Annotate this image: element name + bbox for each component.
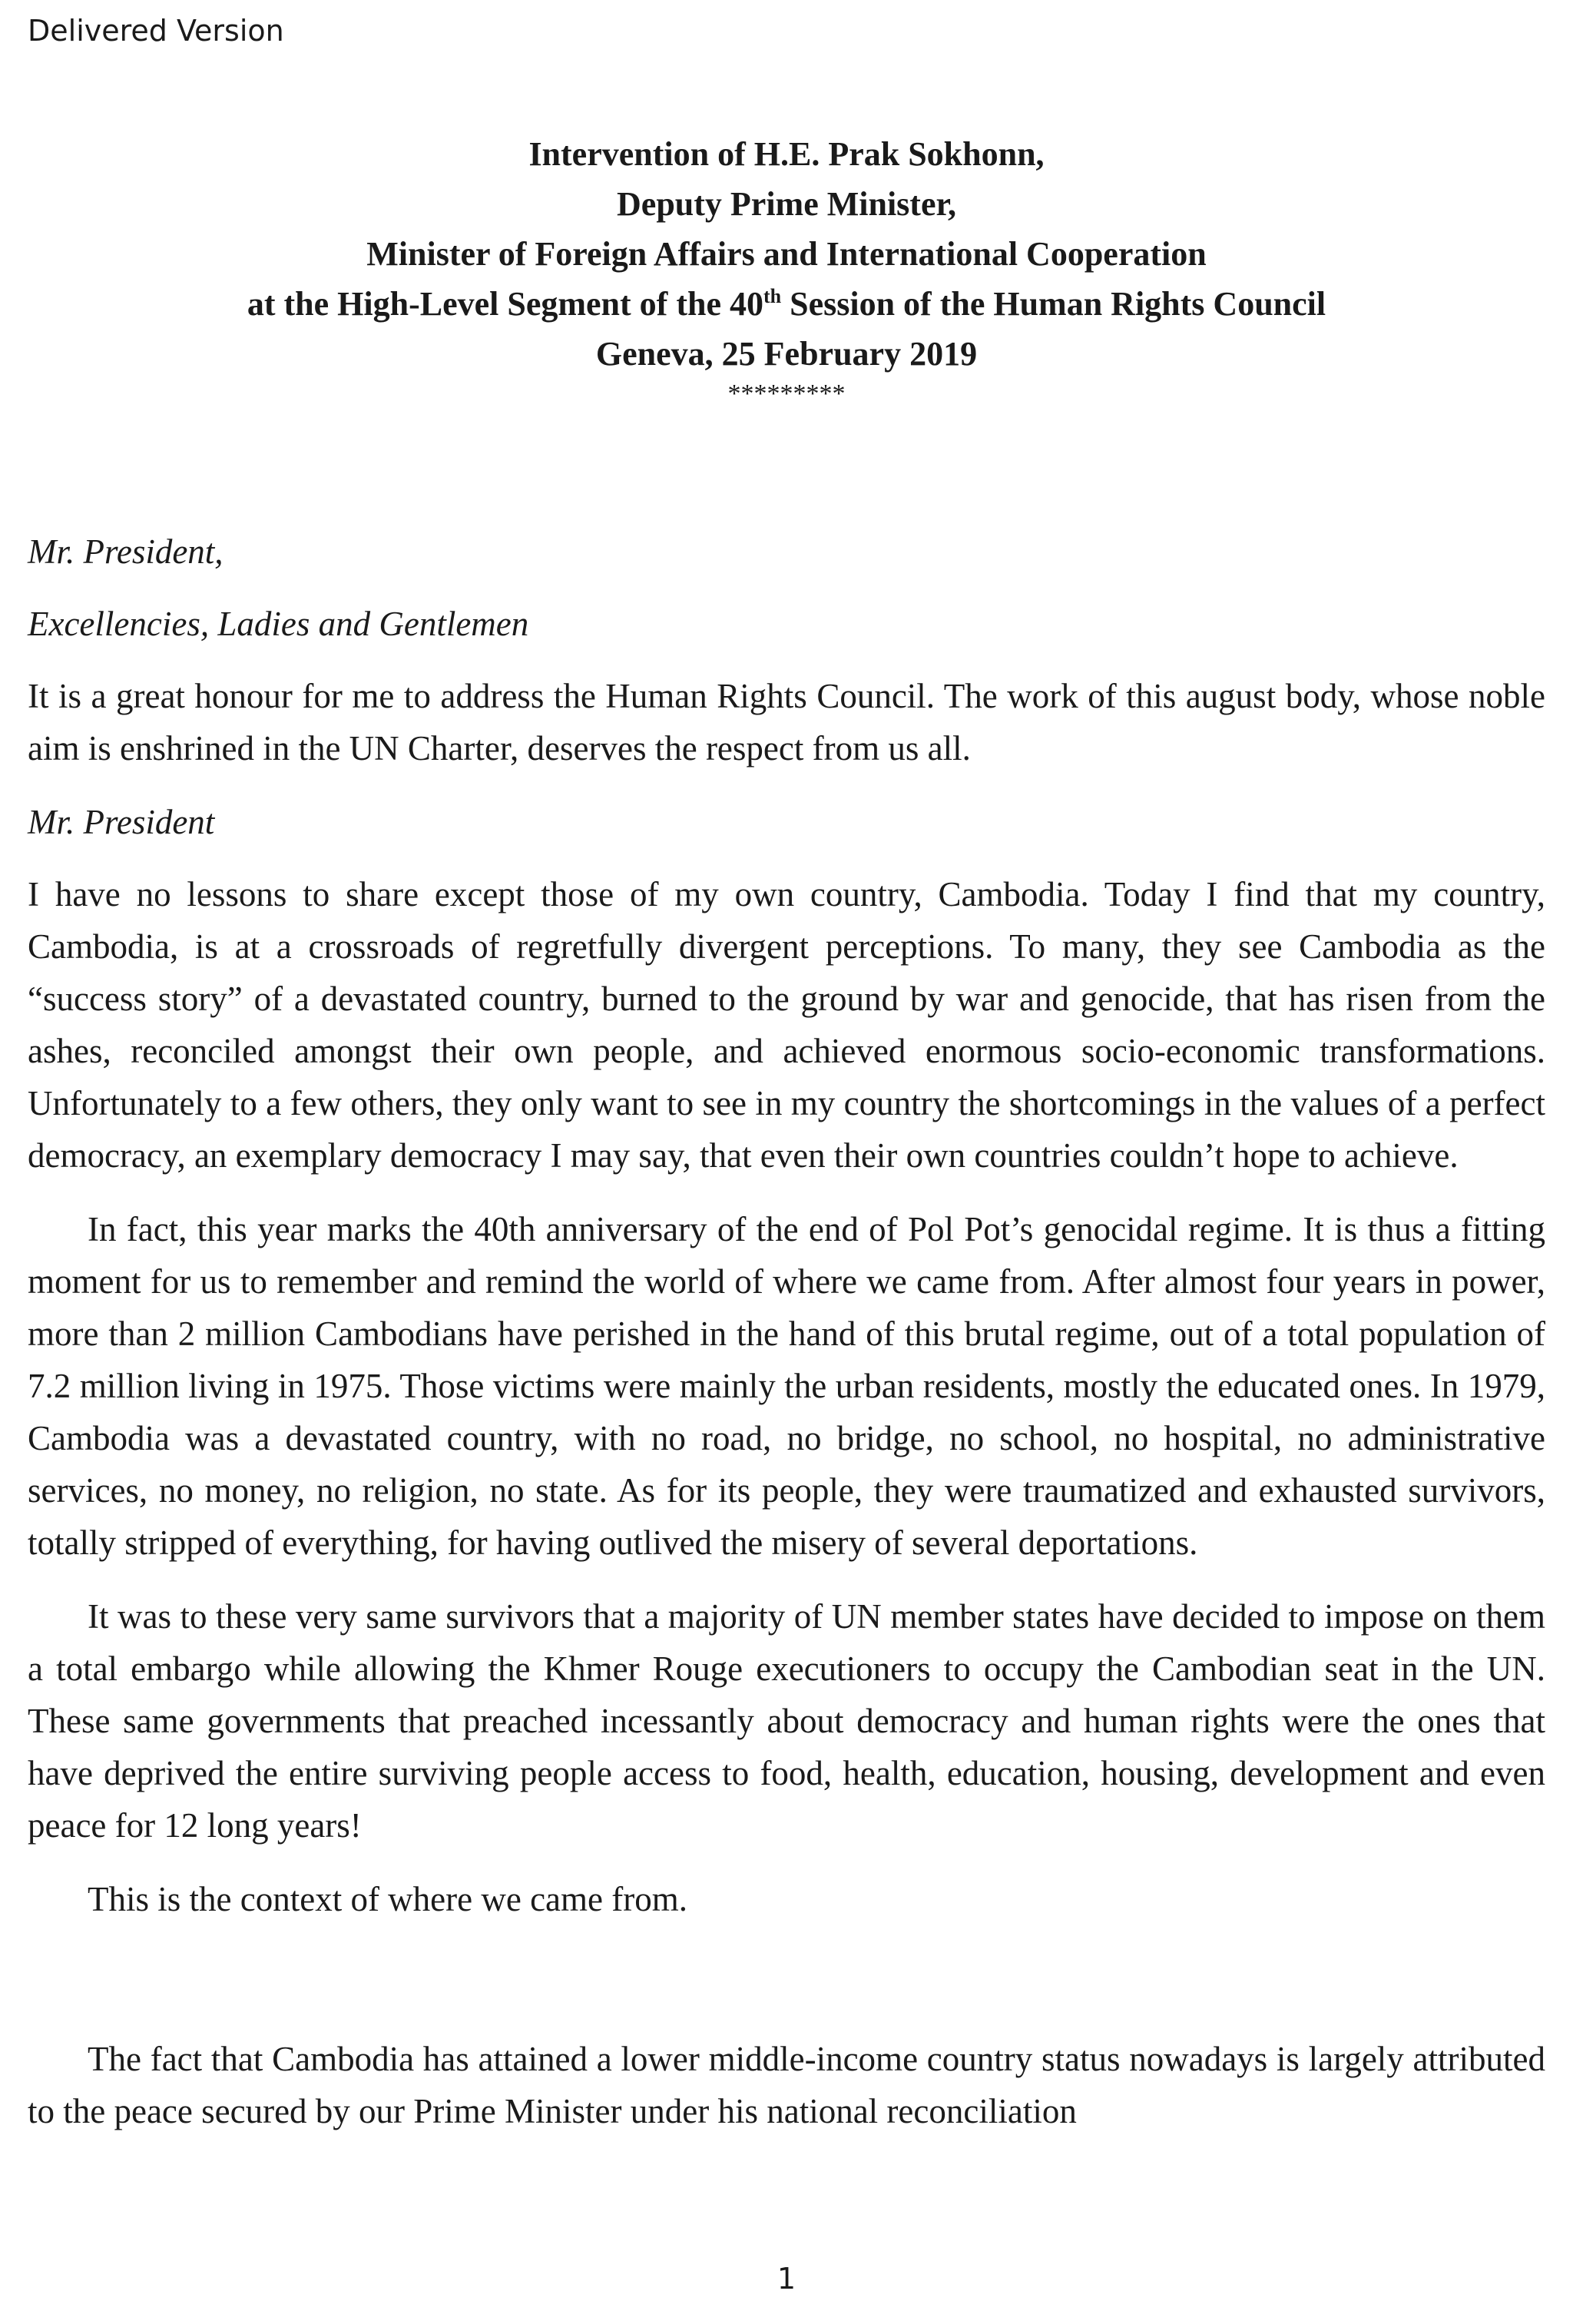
header-line-ministry: Minister of Foreign Affairs and International Cooperation bbox=[366, 235, 1207, 273]
paragraph-context: This is the context of where we came from. bbox=[88, 1880, 687, 1918]
header-line-position: Deputy Prime Minister, bbox=[617, 185, 956, 223]
section-gap bbox=[28, 1947, 1545, 2033]
header-event-pre: at the High-Level Segment of the 40 bbox=[247, 285, 763, 323]
header-line-place-date: Geneva, 25 February 2019 bbox=[595, 335, 978, 373]
paragraph-anniversary: In fact, this year marks the 40th anniversary of the end of Pol Pot’s genocidal regime. It is thus a fitting moment for us to remember and remind the world of where we came from. After almost four years in power, more than 2 million Cambodians have perished in the hand of this brutal regime, out of a total population of 7.2 million living in 1975. Those victims were mainly the urban residents, mostly the educated ones. In 1979, Cambodia was a devastated country, with no road, no bridge, no school, no hospital, no administrative services, no money, no religion, no state. As for its people, they were traumatized and exhausted survivors, totally stripped of everything, for having outlived the misery of several deportations. bbox=[28, 1210, 1545, 1562]
salutation-president: Mr. President, bbox=[28, 532, 224, 571]
document-header bbox=[0, 129, 1573, 409]
paragraph-honour: It is a great honour for me to address the Human Rights Council. The work of this august body, whose noble aim is enshrined in the UN Charter, deserves the respect from us all. bbox=[28, 677, 1545, 767]
salutation-excellencies: Excellencies, Ladies and Gentlemen bbox=[28, 605, 529, 643]
paragraph-lessons: I have no lessons to share except those of my own country, Cambodia. Today I find that my country, Cambodia, is at a crossroads of regretfully divergent perceptions. To many, they see Cambodia as the “success story” of a devastated country, burned to the ground by war and genocide, that has risen from the ashes, reconciled amongst their own people, and achieved enormous socio-economic transformations. Unfortunately to a few others, they only want to see in my country the shortcomings in the values of a perfect democracy, an exemplary democracy I may say, that even their own countries couldn’t hope to achieve. bbox=[28, 875, 1545, 1175]
salutation-president-2: Mr. President bbox=[28, 803, 215, 841]
version-label: Delivered Version bbox=[28, 14, 284, 48]
header-line-title: Intervention of H.E. Prak Sokhonn, bbox=[528, 135, 1045, 173]
header-event-ordinal: th bbox=[763, 285, 782, 307]
speech-body bbox=[28, 525, 1545, 2159]
header-separator: ********* bbox=[727, 380, 846, 408]
header-line-event bbox=[0, 279, 1573, 329]
page-number: 1 bbox=[777, 2262, 796, 2296]
paragraph-middle-income: The fact that Cambodia has attained a lower middle-income country status nowadays is largely attributed to the peace secured by our Prime Minister under his national reconciliation bbox=[28, 2040, 1545, 2130]
paragraph-embargo: It was to these very same survivors that a majority of UN member states have decided to impose on them a total embargo while allowing the Khmer Rouge executioners to occupy the Cambodian seat in the UN. These same governments that preached incessantly about democracy and human rights were the ones that have deprived the entire surviving people access to food, health, education, housing, development and even peace for 12 long years! bbox=[28, 1597, 1545, 1845]
header-event-post: Session of the Human Rights Council bbox=[781, 285, 1326, 323]
